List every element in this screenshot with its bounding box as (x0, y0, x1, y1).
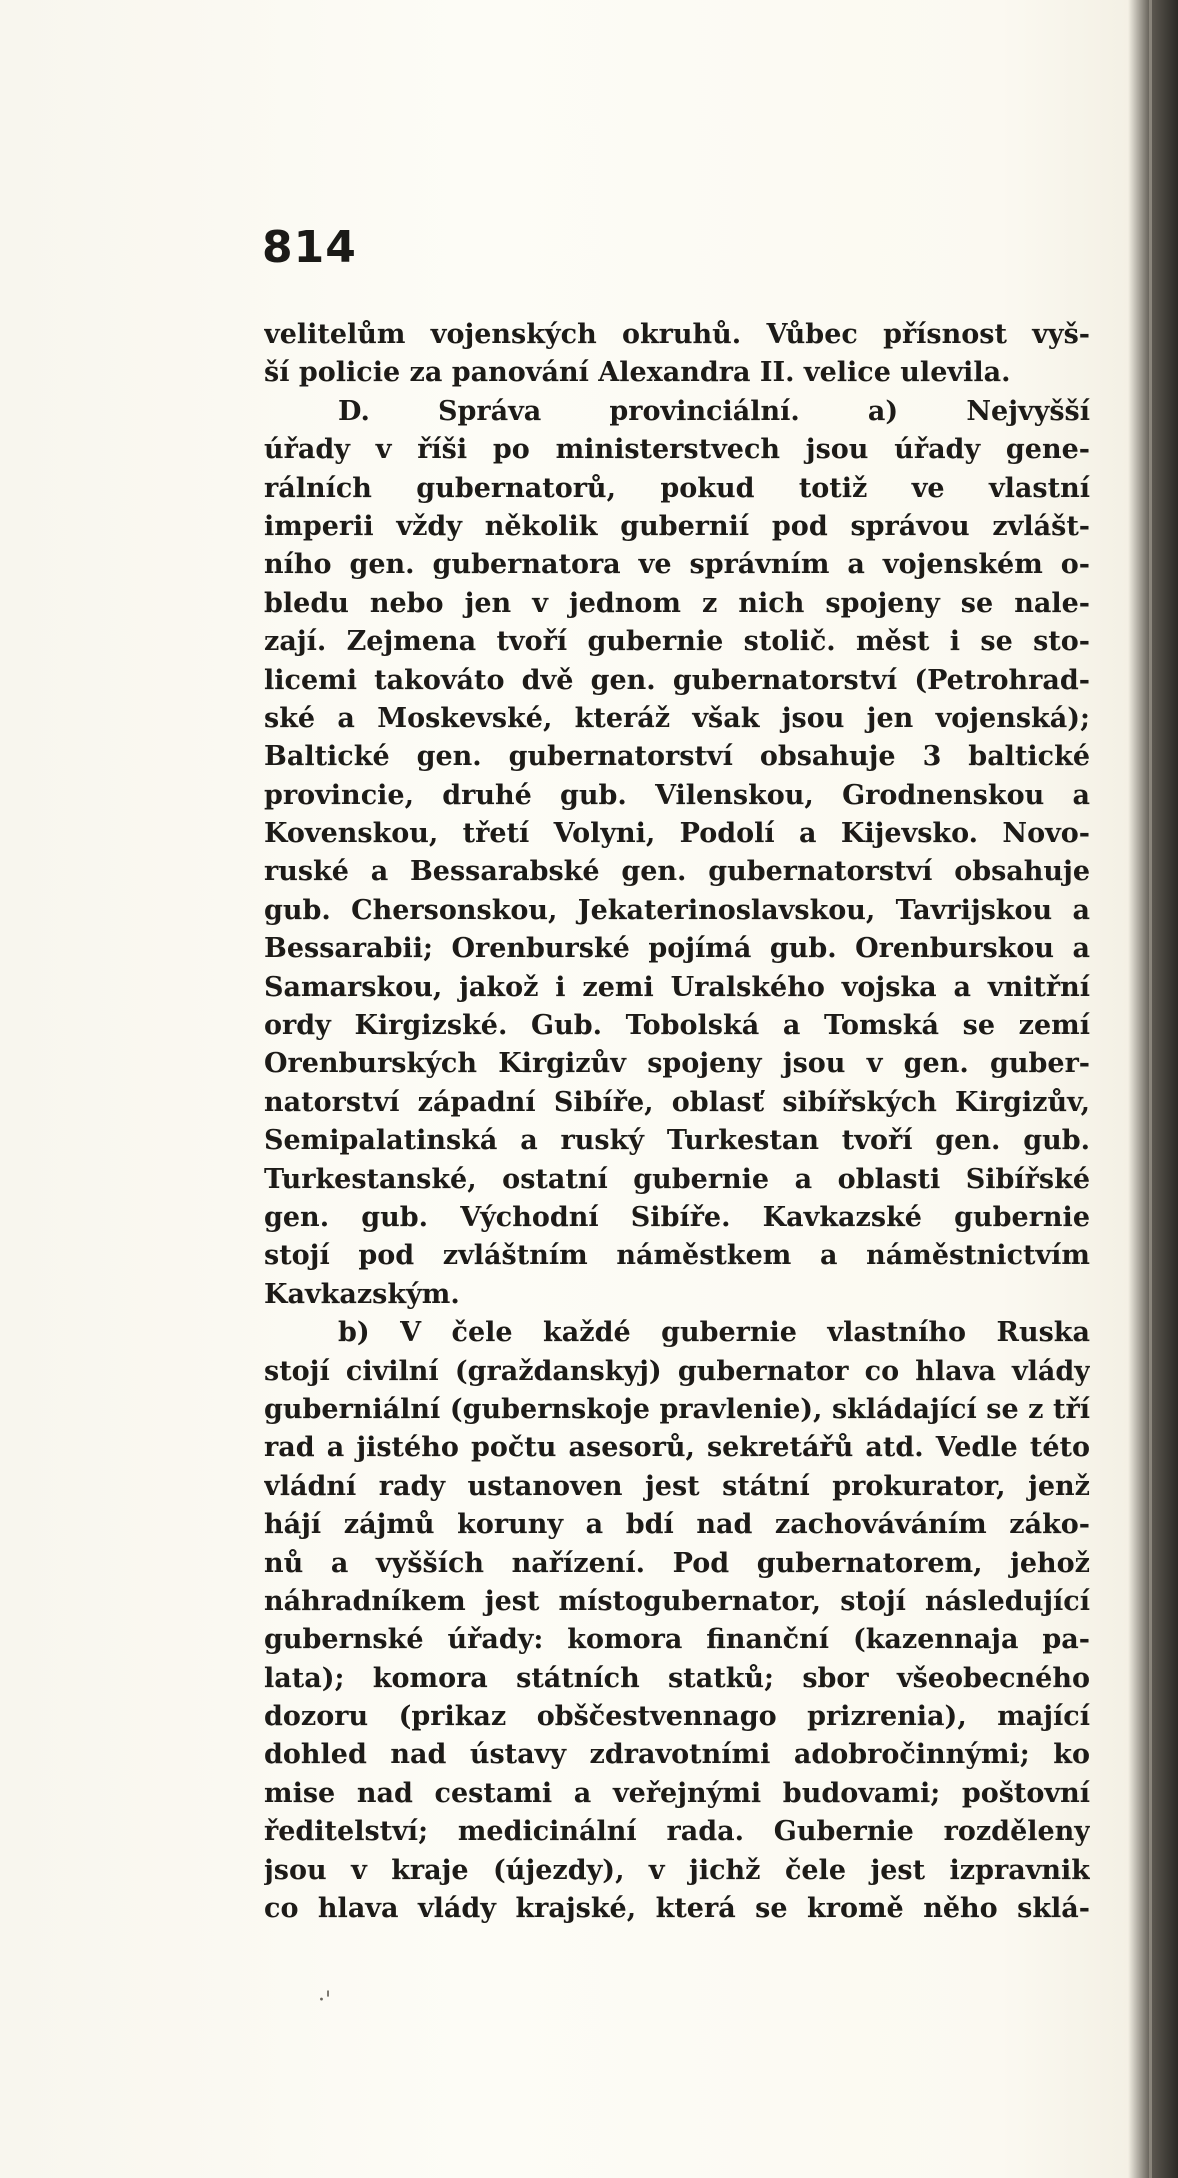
text-line: Baltické gen. gubernatorství obsahuje 3 baltické (264, 741, 1090, 773)
page-number: 814 (262, 222, 357, 273)
text-line: co hlava vlády krajské, která se kromě něho sklá- (264, 1893, 1090, 1925)
text-line: Samarskou, jakož i zemi Uralského vojska a vnitřní (264, 971, 1090, 1003)
text-line: gub. Chersonskou, Jekaterinoslavskou, Tavrijskou a (264, 894, 1090, 926)
text-line: ší policie za panování Alexandra II. velice ulevila. (264, 357, 1011, 389)
text-line: ordy Kirgizské. Gub. Tobolská a Tomská se zemí (264, 1010, 1090, 1042)
text-line: Semipalatinská a ruský Turkestan tvoří gen. gub. (264, 1125, 1090, 1157)
text-line: D. Správa provinciální. a) Nejvyšší (338, 395, 1090, 427)
text-line: vládní rady ustanoven jest státní prokurator, jenž (264, 1470, 1090, 1502)
text-line: stojí civilní (graždanskyj) gubernator co hlava vlády (264, 1355, 1090, 1387)
text-line: provincie, druhé gub. Vilenskou, Grodnenskou a (264, 779, 1090, 811)
text-line: jsou v kraje (újezdy), v jichž čele jest izpravnik (264, 1854, 1090, 1886)
text-line: velitelům vojenských okruhů. Vůbec přísnost vyš- (264, 319, 1090, 350)
text-line: zají. Zejmena tvoří gubernie stolič. měst i se sto- (264, 626, 1090, 658)
stray-ink-mark: ·' (318, 1988, 332, 2013)
book-spine-edge (1149, 0, 1152, 2178)
text-line: nů a vyšších nařízení. Pod gubernatorem, jehož (264, 1547, 1090, 1579)
text-line: imperii vždy několik gubernií pod správou zvlášt- (264, 510, 1090, 542)
text-line: rálních gubernatorů, pokud totiž ve vlastní (264, 472, 1090, 504)
text-line: b) V čele každé gubernie vlastního Ruska (338, 1317, 1090, 1349)
body-text (264, 316, 1090, 1928)
text-line: Kavkazským. (264, 1278, 460, 1310)
text-line: rad a jistého počtu asesorů, sekretářů atd. Vedle této (264, 1432, 1090, 1464)
text-line: lata); komora státních statků; sbor všeobecného (264, 1662, 1090, 1694)
text-line: hájí zájmů koruny a bdí nad zachováváním záko- (264, 1509, 1090, 1541)
text-line: stojí pod zvláštním náměstkem a náměstnictvím (264, 1240, 1090, 1272)
text-line: Bessarabii; Orenburské pojímá gub. Orenburskou a (264, 933, 1090, 965)
book-spine-shadow (1128, 0, 1178, 2178)
text-line: natorství západní Sibíře, oblasť sibířských Kirgizův, (264, 1086, 1090, 1118)
text-line: gen. gub. Východní Sibíře. Kavkazské gubernie (264, 1201, 1090, 1233)
text-line: náhradníkem jest místogubernator, stojí následující (264, 1585, 1090, 1617)
text-line: úřady v říši po ministerstvech jsou úřady gene- (264, 434, 1090, 466)
text-line: ředitelství; medicinální rada. Gubernie rozděleny (264, 1816, 1090, 1848)
text-line: ního gen. gubernatora ve správním a vojenském o- (264, 549, 1090, 581)
text-line: gubernské úřady: komora finanční (kazennaja pa- (264, 1624, 1090, 1656)
text-line: dozoru (prikaz obščestvennago prizrenia), mající (264, 1701, 1090, 1733)
text-line: Kovenskou, třetí Volyni, Podolí a Kijevsko. Novo- (264, 818, 1090, 850)
text-line: ské a Moskevské, kteráž však jsou jen vojenská); (264, 702, 1090, 734)
text-line: bledu nebo jen v jednom z nich spojeny se nale- (264, 587, 1090, 619)
text-line: ruské a Bessarabské gen. gubernatorství obsahuje (264, 856, 1090, 888)
text-line: dohled nad ústavy zdravotními adobročinnými; ko (264, 1739, 1090, 1771)
text-line: Orenburských Kirgizův spojeny jsou v gen. guber- (264, 1048, 1090, 1080)
text-line: Turkestanské, ostatní gubernie a oblasti Sibířské (264, 1163, 1090, 1195)
text-line: mise nad cestami a veřejnými budovami; poštovní (264, 1777, 1090, 1809)
text-line: guberniální (gubernskoje pravlenie), skládající se z tří (264, 1393, 1090, 1425)
text-line: licemi takováto dvě gen. gubernatorství (Petrohrad- (264, 664, 1090, 696)
